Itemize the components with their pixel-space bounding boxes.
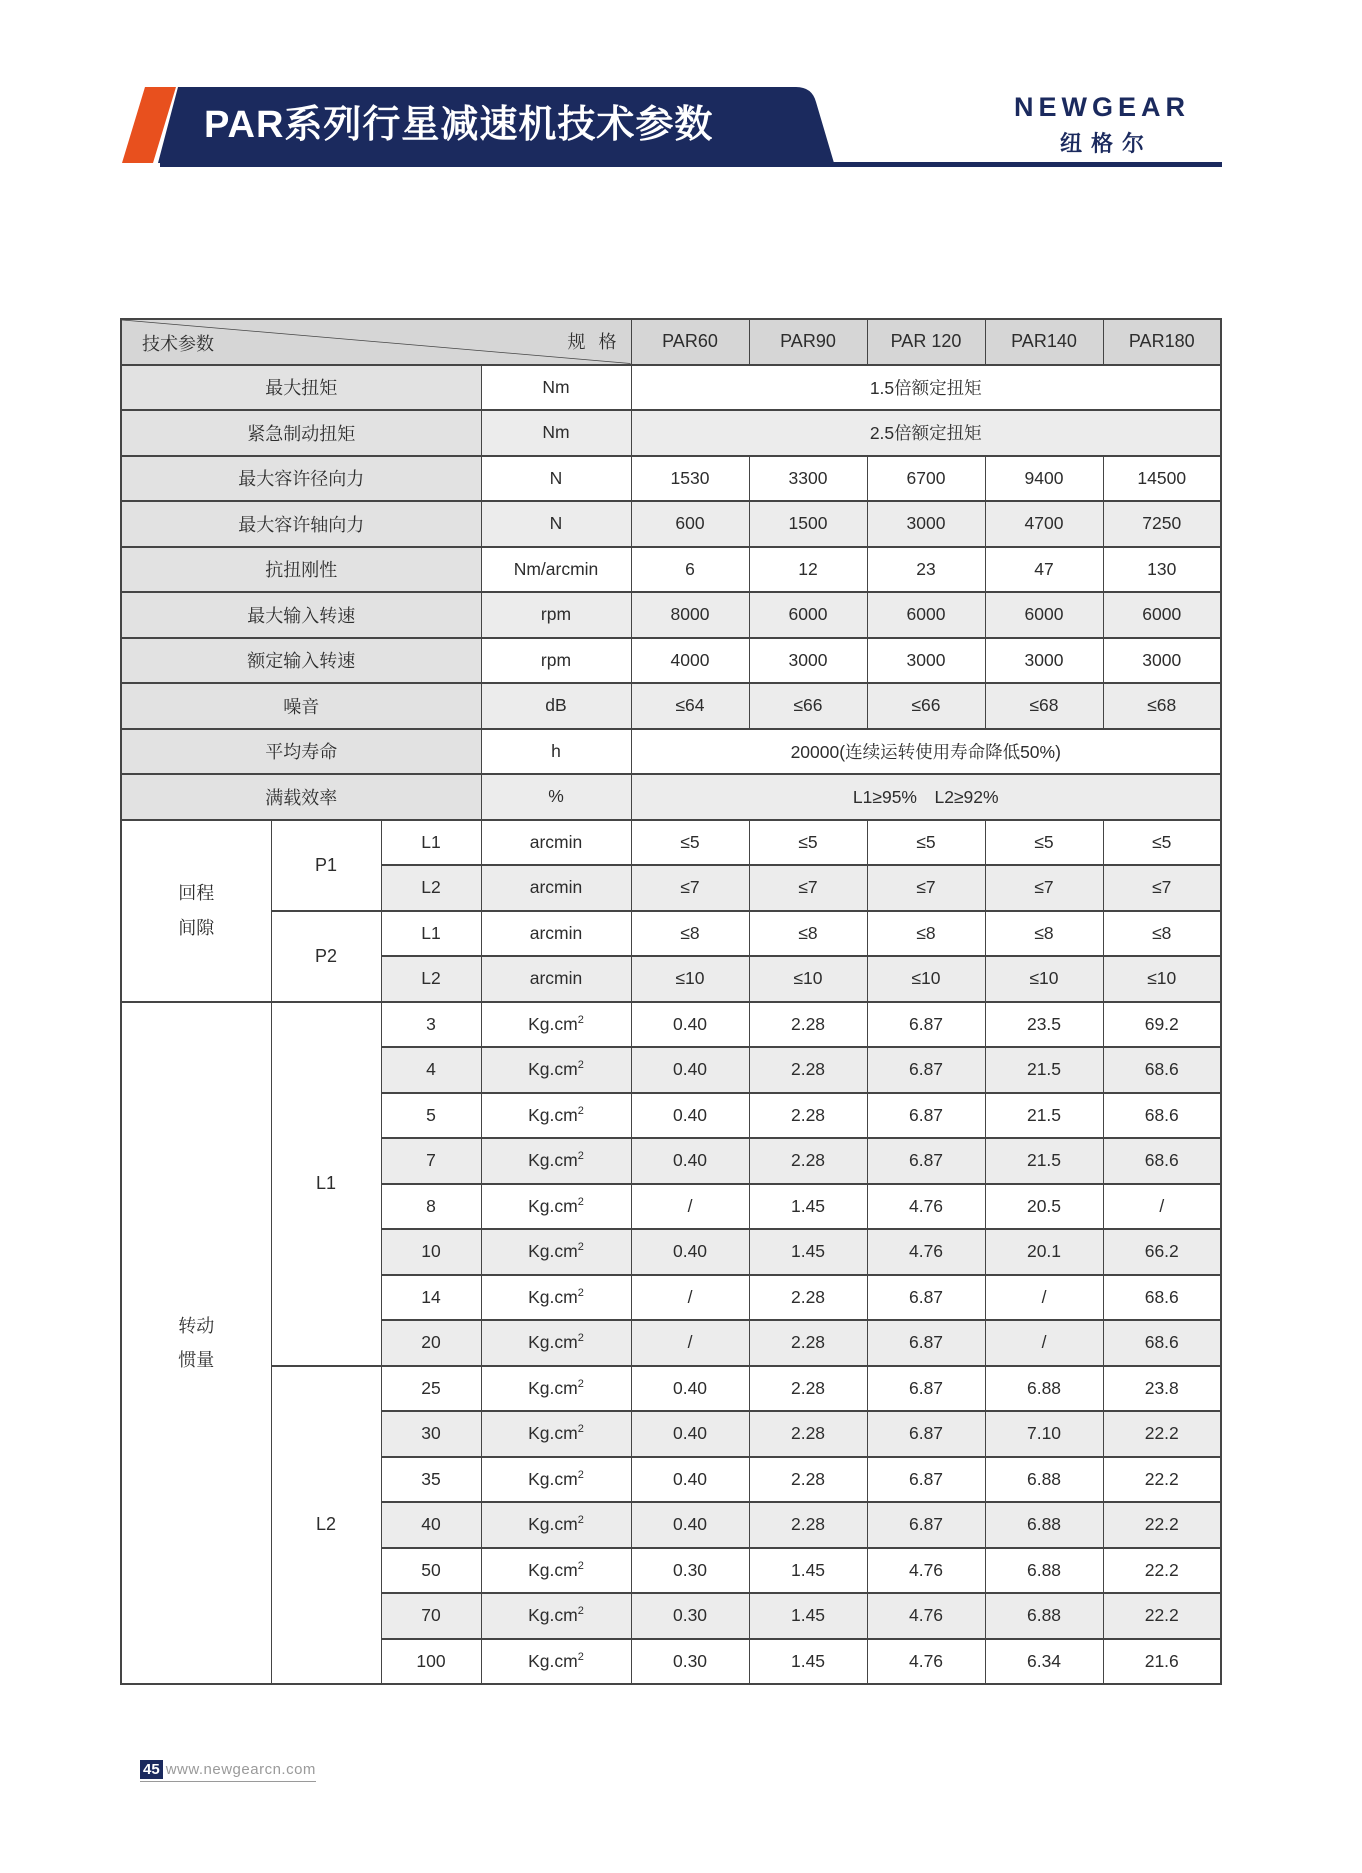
- inertia-ratio-cell: 70: [381, 1593, 481, 1639]
- unit-base: Kg.cm: [528, 1013, 578, 1034]
- value-cell: 3300: [749, 456, 867, 502]
- unit-cell: [481, 1320, 631, 1366]
- value-cell: ≤7: [631, 865, 749, 911]
- value-cell: 21.6: [1103, 1639, 1221, 1685]
- unit-cell: N: [481, 456, 631, 502]
- value-cell: 66.2: [1103, 1229, 1221, 1275]
- value-cell: 6000: [749, 592, 867, 638]
- unit-cell: [481, 1002, 631, 1048]
- inertia-group-label: [121, 1002, 271, 1685]
- inertia-ratio-cell: 40: [381, 1502, 481, 1548]
- value-cell: /: [1103, 1184, 1221, 1230]
- value-cell: 8000: [631, 592, 749, 638]
- value-cell: ≤5: [749, 820, 867, 866]
- unit-superscript: 2: [577, 1468, 584, 1481]
- value-cell: 0.40: [631, 1502, 749, 1548]
- value-cell: 0.30: [631, 1639, 749, 1685]
- value-cell: 23.8: [1103, 1366, 1221, 1412]
- value-cell: ≤66: [867, 683, 985, 729]
- unit-cell: [481, 1184, 631, 1230]
- value-cell: 6.87: [867, 1047, 985, 1093]
- value-cell: 2.28: [749, 1502, 867, 1548]
- value-cell: 21.5: [985, 1047, 1103, 1093]
- value-cell: ≤8: [985, 911, 1103, 957]
- unit-cell: arcmin: [481, 911, 631, 957]
- value-cell: 6.88: [985, 1366, 1103, 1412]
- merged-value-cell: L1≥95% L2≥92%: [631, 774, 1221, 820]
- value-cell: 6.87: [867, 1275, 985, 1321]
- unit-superscript: 2: [577, 1241, 584, 1254]
- inertia-ratio-cell: 8: [381, 1184, 481, 1230]
- spec-label: 抗扭刚性: [121, 547, 481, 593]
- unit-superscript: 2: [577, 1104, 584, 1117]
- inertia-ratio-cell: 14: [381, 1275, 481, 1321]
- value-cell: ≤8: [631, 911, 749, 957]
- inertia-ratio-cell: 35: [381, 1457, 481, 1503]
- value-cell: 0.40: [631, 1457, 749, 1503]
- column-header: PAR90: [749, 319, 867, 365]
- value-cell: ≤8: [867, 911, 985, 957]
- unit-base: Kg.cm: [528, 1605, 578, 1626]
- unit-superscript: 2: [577, 1650, 584, 1663]
- backlash-group-line: 间隙: [178, 917, 215, 938]
- value-cell: ≤10: [867, 956, 985, 1002]
- unit-cell: arcmin: [481, 865, 631, 911]
- value-cell: 6.88: [985, 1502, 1103, 1548]
- inertia-ratio-cell: 7: [381, 1138, 481, 1184]
- unit-cell: N: [481, 501, 631, 547]
- value-cell: 6000: [867, 592, 985, 638]
- unit-superscript: 2: [577, 1377, 584, 1390]
- value-cell: ≤7: [749, 865, 867, 911]
- value-cell: 6.88: [985, 1548, 1103, 1594]
- spec-table: [120, 318, 1222, 1685]
- unit-base: Kg.cm: [528, 1468, 578, 1489]
- unit-base: Kg.cm: [528, 1377, 578, 1398]
- unit-cell: dB: [481, 683, 631, 729]
- column-header: PAR60: [631, 319, 749, 365]
- unit-superscript: 2: [577, 1150, 584, 1163]
- spec-label: 满载效率: [121, 774, 481, 820]
- column-header: PAR180: [1103, 319, 1221, 365]
- inertia-ratio-cell: 4: [381, 1047, 481, 1093]
- company-logo: [992, 92, 1212, 158]
- value-cell: 2.28: [749, 1320, 867, 1366]
- merged-value-cell: 20000(连续运转使用寿命降低50%): [631, 729, 1221, 775]
- spec-label: 最大容许径向力: [121, 456, 481, 502]
- value-cell: ≤10: [985, 956, 1103, 1002]
- unit-base: Kg.cm: [528, 1332, 578, 1353]
- value-cell: ≤7: [867, 865, 985, 911]
- page-number-badge: 45: [140, 1760, 163, 1779]
- logo-wordmark: NEWGEAR: [1014, 92, 1190, 122]
- footer: [140, 1760, 316, 1782]
- inertia-ratio-cell: 30: [381, 1411, 481, 1457]
- inertia-ratio-cell: 25: [381, 1366, 481, 1412]
- inertia-ratio-cell: 20: [381, 1320, 481, 1366]
- unit-cell: [481, 1457, 631, 1503]
- value-cell: 2.28: [749, 1002, 867, 1048]
- merged-value-cell: 2.5倍额定扭矩: [631, 410, 1221, 456]
- column-header: PAR 120: [867, 319, 985, 365]
- value-cell: /: [631, 1275, 749, 1321]
- value-cell: ≤5: [985, 820, 1103, 866]
- value-cell: 2.28: [749, 1275, 867, 1321]
- column-header: PAR140: [985, 319, 1103, 365]
- value-cell: /: [631, 1320, 749, 1366]
- page-title: PAR系列行星减速机技术参数: [204, 104, 714, 146]
- unit-cell: %: [481, 774, 631, 820]
- unit-superscript: 2: [577, 1423, 584, 1436]
- value-cell: 4.76: [867, 1593, 985, 1639]
- unit-superscript: 2: [577, 1514, 584, 1527]
- value-cell: 68.6: [1103, 1320, 1221, 1366]
- value-cell: 2.28: [749, 1457, 867, 1503]
- corner-label-spec: 规 格: [567, 332, 621, 352]
- value-cell: ≤10: [631, 956, 749, 1002]
- value-cell: 3000: [867, 501, 985, 547]
- value-cell: 22.2: [1103, 1502, 1221, 1548]
- spec-label: 最大输入转速: [121, 592, 481, 638]
- value-cell: 4700: [985, 501, 1103, 547]
- value-cell: 0.40: [631, 1047, 749, 1093]
- unit-superscript: 2: [577, 1332, 584, 1345]
- value-cell: 0.30: [631, 1548, 749, 1594]
- value-cell: 1.45: [749, 1593, 867, 1639]
- unit-cell: rpm: [481, 638, 631, 684]
- value-cell: ≤66: [749, 683, 867, 729]
- value-cell: 6.87: [867, 1093, 985, 1139]
- value-cell: 12: [749, 547, 867, 593]
- value-cell: 21.5: [985, 1093, 1103, 1139]
- value-cell: 4.76: [867, 1548, 985, 1594]
- backlash-level-cell: L1: [381, 911, 481, 957]
- inertia-level-cell: L2: [271, 1366, 381, 1685]
- unit-cell: h: [481, 729, 631, 775]
- value-cell: ≤68: [1103, 683, 1221, 729]
- value-cell: 20.1: [985, 1229, 1103, 1275]
- backlash-group-label: [121, 820, 271, 1002]
- spec-label: 平均寿命: [121, 729, 481, 775]
- value-cell: ≤5: [1103, 820, 1221, 866]
- inertia-ratio-cell: 3: [381, 1002, 481, 1048]
- value-cell: 7.10: [985, 1411, 1103, 1457]
- unit-base: Kg.cm: [528, 1150, 578, 1171]
- value-cell: 20.5: [985, 1184, 1103, 1230]
- value-cell: ≤68: [985, 683, 1103, 729]
- spec-label: 最大扭矩: [121, 365, 481, 411]
- value-cell: 68.6: [1103, 1093, 1221, 1139]
- value-cell: 4.76: [867, 1184, 985, 1230]
- unit-cell: [481, 1093, 631, 1139]
- spec-label: 最大容许轴向力: [121, 501, 481, 547]
- value-cell: 6.34: [985, 1639, 1103, 1685]
- value-cell: ≤7: [985, 865, 1103, 911]
- table-corner-cell: [121, 319, 631, 365]
- spec-table-wrap: [120, 318, 1222, 1685]
- unit-cell: [481, 1047, 631, 1093]
- value-cell: 6: [631, 547, 749, 593]
- unit-cell: [481, 1502, 631, 1548]
- backlash-level-cell: L2: [381, 956, 481, 1002]
- value-cell: 6700: [867, 456, 985, 502]
- value-cell: 0.40: [631, 1229, 749, 1275]
- inertia-ratio-cell: 10: [381, 1229, 481, 1275]
- unit-cell: rpm: [481, 592, 631, 638]
- inertia-ratio-cell: 100: [381, 1639, 481, 1685]
- value-cell: 3000: [749, 638, 867, 684]
- unit-base: Kg.cm: [528, 1104, 578, 1125]
- value-cell: 23: [867, 547, 985, 593]
- inertia-ratio-cell: 50: [381, 1548, 481, 1594]
- backlash-level-cell: L2: [381, 865, 481, 911]
- value-cell: 3000: [1103, 638, 1221, 684]
- value-cell: 68.6: [1103, 1138, 1221, 1184]
- unit-superscript: 2: [577, 1605, 584, 1618]
- value-cell: 1.45: [749, 1548, 867, 1594]
- unit-cell: [481, 1411, 631, 1457]
- value-cell: 14500: [1103, 456, 1221, 502]
- value-cell: 0.40: [631, 1366, 749, 1412]
- value-cell: 0.40: [631, 1093, 749, 1139]
- value-cell: 0.40: [631, 1002, 749, 1048]
- value-cell: ≤5: [631, 820, 749, 866]
- value-cell: 2.28: [749, 1138, 867, 1184]
- inertia-ratio-cell: 5: [381, 1093, 481, 1139]
- value-cell: 1500: [749, 501, 867, 547]
- value-cell: ≤10: [749, 956, 867, 1002]
- value-cell: 69.2: [1103, 1002, 1221, 1048]
- unit-base: Kg.cm: [528, 1514, 578, 1535]
- value-cell: 6.88: [985, 1593, 1103, 1639]
- value-cell: ≤8: [749, 911, 867, 957]
- value-cell: 6.87: [867, 1366, 985, 1412]
- unit-cell: [481, 1593, 631, 1639]
- value-cell: 1.45: [749, 1184, 867, 1230]
- value-cell: ≤5: [867, 820, 985, 866]
- value-cell: ≤64: [631, 683, 749, 729]
- unit-base: Kg.cm: [528, 1286, 578, 1307]
- unit-base: Kg.cm: [528, 1559, 578, 1580]
- value-cell: 9400: [985, 456, 1103, 502]
- backlash-class-cell: P2: [271, 911, 381, 1002]
- value-cell: 68.6: [1103, 1047, 1221, 1093]
- backlash-level-cell: L1: [381, 820, 481, 866]
- unit-cell: arcmin: [481, 820, 631, 866]
- value-cell: 23.5: [985, 1002, 1103, 1048]
- backlash-group-line: 回程: [178, 883, 215, 904]
- unit-superscript: 2: [577, 1013, 584, 1026]
- unit-cell: arcmin: [481, 956, 631, 1002]
- inertia-group-line: 惯量: [178, 1349, 215, 1370]
- value-cell: 6.87: [867, 1502, 985, 1548]
- value-cell: 1.45: [749, 1229, 867, 1275]
- value-cell: 2.28: [749, 1093, 867, 1139]
- value-cell: 6.87: [867, 1411, 985, 1457]
- value-cell: 6.87: [867, 1002, 985, 1048]
- unit-cell: [481, 1548, 631, 1594]
- website-url: www.newgearcn.com: [165, 1761, 316, 1778]
- merged-value-cell: 1.5倍额定扭矩: [631, 365, 1221, 411]
- value-cell: 22.2: [1103, 1411, 1221, 1457]
- unit-superscript: 2: [577, 1559, 584, 1572]
- value-cell: 1530: [631, 456, 749, 502]
- unit-cell: Nm: [481, 365, 631, 411]
- value-cell: 6.87: [867, 1320, 985, 1366]
- value-cell: /: [631, 1184, 749, 1230]
- unit-base: Kg.cm: [528, 1195, 578, 1216]
- inertia-group-line: 转动: [178, 1315, 215, 1336]
- value-cell: 2.28: [749, 1047, 867, 1093]
- value-cell: 6.87: [867, 1138, 985, 1184]
- unit-base: Kg.cm: [528, 1650, 578, 1671]
- value-cell: ≤10: [1103, 956, 1221, 1002]
- unit-cell: [481, 1138, 631, 1184]
- header-rule-line: [160, 162, 1222, 167]
- logo-chinese-name: 纽格尔: [1059, 131, 1153, 156]
- value-cell: 7250: [1103, 501, 1221, 547]
- value-cell: 0.40: [631, 1411, 749, 1457]
- value-cell: 600: [631, 501, 749, 547]
- unit-cell: [481, 1366, 631, 1412]
- value-cell: /: [985, 1275, 1103, 1321]
- value-cell: /: [985, 1320, 1103, 1366]
- value-cell: 6.88: [985, 1457, 1103, 1503]
- inertia-level-cell: L1: [271, 1002, 381, 1366]
- unit-superscript: 2: [577, 1286, 584, 1299]
- value-cell: 0.40: [631, 1138, 749, 1184]
- value-cell: 130: [1103, 547, 1221, 593]
- unit-base: Kg.cm: [528, 1059, 578, 1080]
- unit-cell: [481, 1229, 631, 1275]
- spec-label: 额定输入转速: [121, 638, 481, 684]
- unit-cell: [481, 1639, 631, 1685]
- value-cell: 0.30: [631, 1593, 749, 1639]
- unit-cell: Nm: [481, 410, 631, 456]
- value-cell: 6000: [985, 592, 1103, 638]
- value-cell: 1.45: [749, 1639, 867, 1685]
- value-cell: 22.2: [1103, 1548, 1221, 1594]
- value-cell: ≤8: [1103, 911, 1221, 957]
- spec-label: 噪音: [121, 683, 481, 729]
- value-cell: 6000: [1103, 592, 1221, 638]
- value-cell: 68.6: [1103, 1275, 1221, 1321]
- unit-superscript: 2: [577, 1195, 584, 1208]
- unit-superscript: 2: [577, 1059, 584, 1072]
- value-cell: 4.76: [867, 1229, 985, 1275]
- value-cell: 4.76: [867, 1639, 985, 1685]
- backlash-class-cell: P1: [271, 820, 381, 911]
- value-cell: 21.5: [985, 1138, 1103, 1184]
- unit-cell: Nm/arcmin: [481, 547, 631, 593]
- corner-label-param: 技术参数: [142, 333, 214, 354]
- value-cell: 22.2: [1103, 1457, 1221, 1503]
- unit-base: Kg.cm: [528, 1241, 578, 1262]
- value-cell: 47: [985, 547, 1103, 593]
- value-cell: 3000: [867, 638, 985, 684]
- value-cell: 2.28: [749, 1411, 867, 1457]
- unit-base: Kg.cm: [528, 1423, 578, 1444]
- value-cell: ≤7: [1103, 865, 1221, 911]
- value-cell: 3000: [985, 638, 1103, 684]
- value-cell: 6.87: [867, 1457, 985, 1503]
- value-cell: 4000: [631, 638, 749, 684]
- value-cell: 22.2: [1103, 1593, 1221, 1639]
- spec-label: 紧急制动扭矩: [121, 410, 481, 456]
- value-cell: 2.28: [749, 1366, 867, 1412]
- unit-cell: [481, 1275, 631, 1321]
